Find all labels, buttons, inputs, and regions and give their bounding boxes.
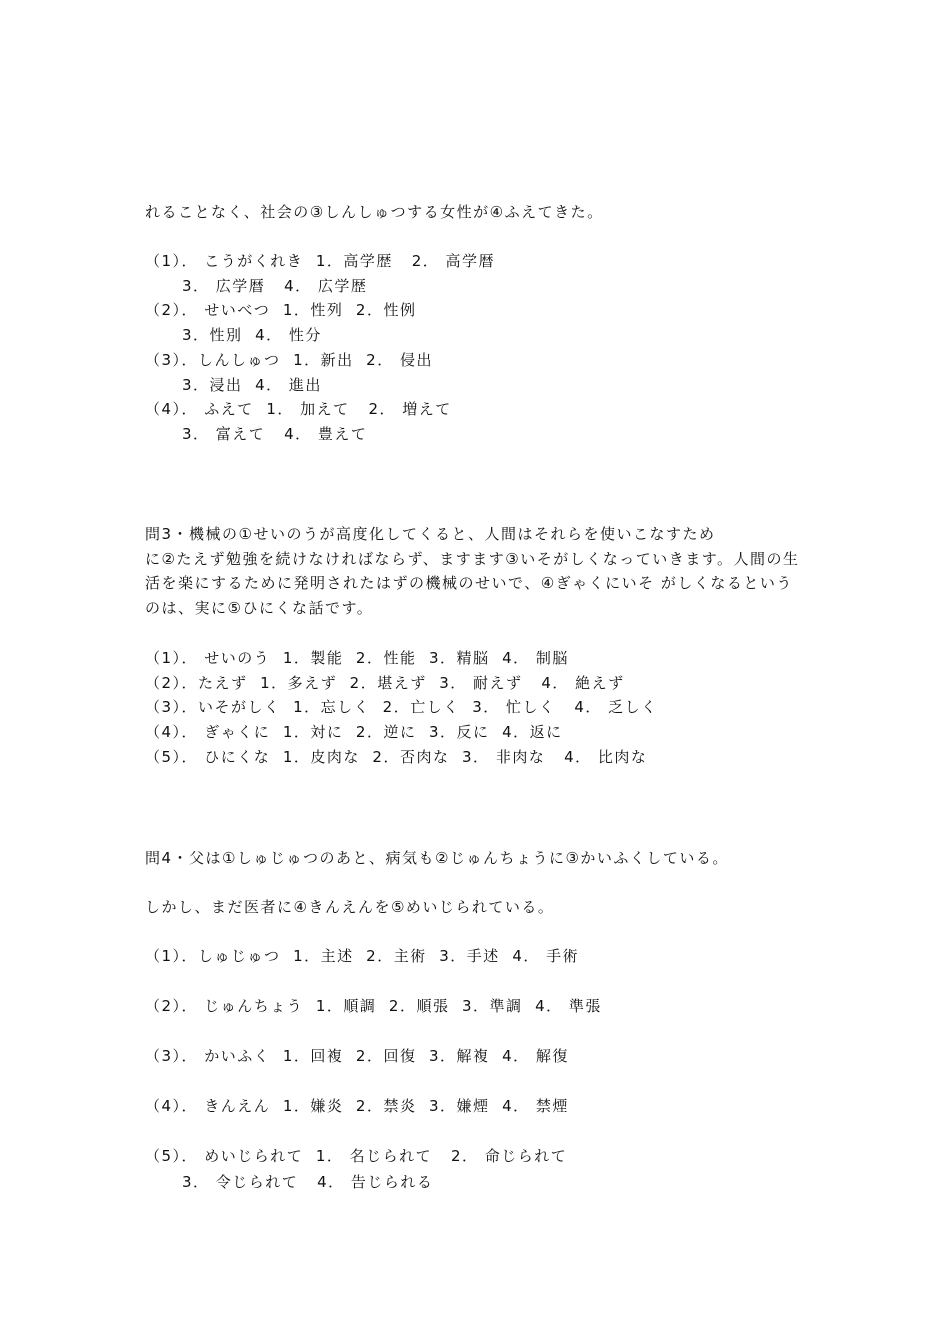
block1-option-1: （1）． こうがくれき 1．高学歴 2． 高学暦 <box>145 252 496 270</box>
q3-paragraph-line-4: のは、実に⑤ひにくな話です。 <box>145 599 374 617</box>
intro-line: れることなく、社会の③しんしゅつする女性が④ふえてきた。 <box>145 203 604 221</box>
q3-option-3: （3）．いそがしく 1．忘しく 2．亡しく 3． 忙しく 4． 乏しく <box>145 698 658 716</box>
q3-paragraph-line-1: 問3・機械の①せいのうが高度化してくると、人間はそれらを使いこなすため <box>145 525 716 543</box>
block1-option-1-cont: 3． 広学暦 4． 広学歴 <box>182 277 368 295</box>
block1-option-3: （3）．しんしゅつ 1．新出 2． 侵出 <box>145 351 433 369</box>
q4-option-1: （1）．しゅじゅつ 1．主述 2．主術 3．手述 4． 手術 <box>145 947 580 965</box>
q3-option-1: （1）． せいのう 1．製能 2．性能 3．精脳 4． 制脳 <box>145 649 569 667</box>
block1-option-2-cont: 3．性別 4． 性分 <box>182 326 322 344</box>
q4-option-3: （3）． かいふく 1．回複 2．回復 3．解複 4． 解復 <box>145 1047 569 1065</box>
q4-option-2: （2）． じゅんちょう 1．順調 2．順張 3．準調 4． 準張 <box>145 997 602 1015</box>
block1-option-4: （4）． ふえて 1． 加えて 2． 増えて <box>145 400 452 418</box>
q4-option-5: （5）． めいじられて 1． 名じられて 2． 命じられて <box>145 1147 568 1165</box>
q3-paragraph-line-2: に②たえず勉強を続けなければならず、ますます③いそがしくなっていきます。人間の生 <box>145 550 800 568</box>
block1-option-3-cont: 3．浸出 4． 進出 <box>182 376 322 394</box>
q3-option-4: （4）． ぎゃくに 1．対に 2．逆に 3．反に 4．返に <box>145 723 563 741</box>
q4-option-5-cont: 3． 令じられて 4． 告じられる <box>182 1173 434 1191</box>
block1-option-2: （2）． せいべつ 1．性列 2．性例 <box>145 301 417 319</box>
q4-line-1: 問4・父は①しゅじゅつのあと、病気も②じゅんちょうに③かいふくしている。 <box>145 849 729 867</box>
q3-option-5: （5）． ひにくな 1．皮肉な 2．否肉な 3． 非肉な 4． 比肉な <box>145 748 648 766</box>
q3-paragraph-line-3: 活を楽にするために発明されたはずの機械のせいで、④ぎゃくにいそ がしくなるという <box>145 574 793 592</box>
block1-option-4-cont: 3． 富えて 4． 豊えて <box>182 425 368 443</box>
q3-option-2: （2）．たえず 1．多えず 2．堪えず 3． 耐えず 4． 絶えず <box>145 674 625 692</box>
q4-line-2: しかし、まだ医者に④きんえんを⑤めいじられている。 <box>145 898 555 916</box>
q4-option-4: （4）． きんえん 1．嫌炎 2．禁炎 3．嫌煙 4． 禁煙 <box>145 1097 569 1115</box>
